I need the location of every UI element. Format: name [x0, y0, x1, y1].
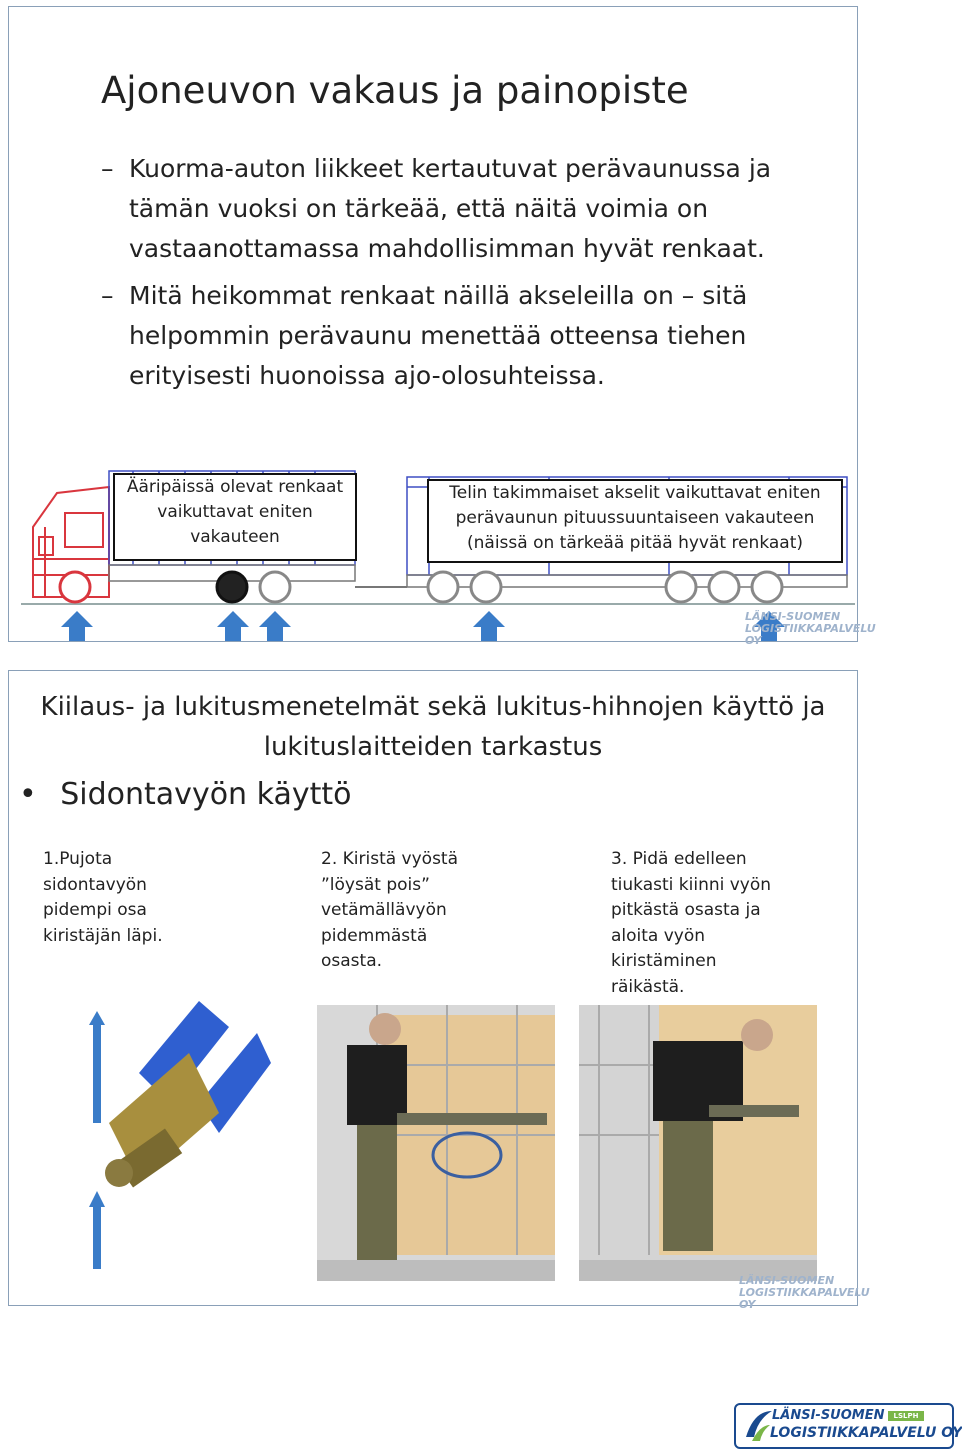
- up-arrow-shaft-bottom: [93, 1205, 101, 1269]
- up-arrow-head-bottom: [89, 1191, 105, 1207]
- slide-vehicle-stability: [8, 6, 876, 647]
- step-3-text: 3. Pidä edelleen tiukasti kiinni vyön pitkästä osasta ja aloita vyön kiristäminen räikästä.: [611, 849, 772, 997]
- ratchet-strap-image: [79, 993, 279, 1273]
- slide2-title: [9, 687, 857, 767]
- slide1-bullet-2-text: Mitä heikommat renkaat näillä akseleilla on – sitä helpommin perävaunu menettää otteensa tiehen erityisesti huonoissa ajo-olosuhteissa.: [129, 281, 748, 390]
- up-arrow-head-top: [89, 1011, 105, 1025]
- slide2-bullet: [19, 777, 351, 812]
- dash-marker: –: [101, 281, 114, 310]
- photo-tightening-strap: [317, 1005, 555, 1281]
- slide1-title: Ajoneuvon vakaus ja painopiste: [101, 69, 689, 112]
- slide1-bullet-1-text: Kuorma-auton liikkeet kertautuvat perävaunussa ja tämän vuoksi on tärkeää, että näitä voimia on vastaanottamassa mahdollisimman hyvät renkaat.: [129, 154, 772, 263]
- slide-strap-usage: [8, 670, 870, 1311]
- callout-rear-axles: [427, 479, 843, 563]
- slide1-logo-line-1: LÄNSI-SUOMEN: [745, 610, 841, 623]
- callout-rear-axles-line-3: (näissä on tärkeää pitää hyvät renkaat): [467, 533, 803, 553]
- force-arrows: [61, 611, 785, 641]
- slide1-logo-line-2: LOGISTIIKKAPALVELU OY: [745, 622, 876, 647]
- company-logo: [734, 1403, 962, 1449]
- photo-ratcheting: [579, 1005, 817, 1281]
- logo-line-2: LOGISTIIKKAPALVELU OY: [770, 1425, 962, 1441]
- step-1-text: 1.Pujota sidontavyön pidempi osa kiristäjän läpi.: [43, 849, 163, 946]
- dash-marker: –: [101, 154, 114, 183]
- logo-line-1: LÄNSI-SUOMEN: [772, 1408, 885, 1423]
- callout-end-tyres-line-2: vaikuttavat eniten: [157, 502, 313, 522]
- ratchet-hook: [105, 1159, 133, 1187]
- slide2-logo-line-1: LÄNSI-SUOMEN: [739, 1274, 835, 1287]
- slide2-bullet-text: Sidontavyön käyttö: [60, 777, 352, 812]
- logo-swoosh-icon: [740, 1405, 774, 1445]
- callout-end-tyres-line-3: vakauteen: [190, 527, 280, 547]
- slide2-title-line-1: Kiilaus- ja lukitusmenetelmät sekä lukitus-hihnojen käyttö ja: [40, 692, 826, 722]
- bullet-marker: •: [19, 777, 37, 812]
- logo-tag: LSLPH: [888, 1411, 924, 1421]
- slide2-logo: [739, 1275, 870, 1311]
- slide2-logo-line-2: LOGISTIIKKAPALVELU OY: [739, 1286, 870, 1311]
- slide2-title-line-2: lukituslaitteiden tarkastus: [263, 732, 603, 762]
- up-arrow-shaft-top: [93, 1023, 101, 1123]
- callout-end-tyres: [113, 473, 357, 561]
- callout-end-tyres-line-1: Ääripäissä olevat renkaat: [126, 477, 344, 497]
- callout-rear-axles-line-1: Telin takimmaiset akselit vaikuttavat eniten: [449, 483, 821, 503]
- slide1-logo: [745, 611, 876, 647]
- callout-rear-axles-line-2: perävaunun pituussuuntaiseen vakauteen: [455, 508, 815, 528]
- step-2-text: 2. Kiristä vyöstä ”löysät pois” vetämällävyön pidemmästä osasta.: [321, 849, 459, 971]
